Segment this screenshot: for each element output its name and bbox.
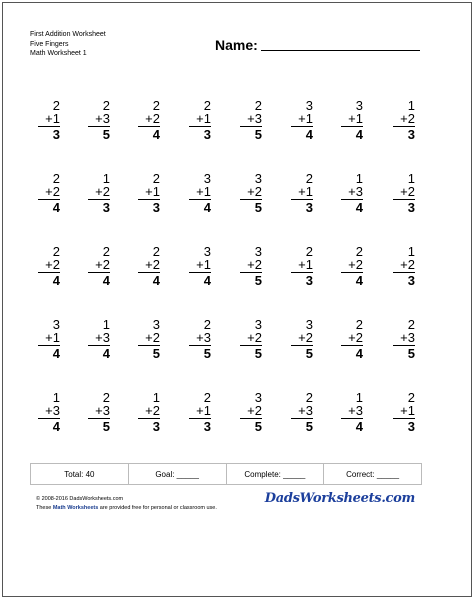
- worksheet-header: [30, 30, 106, 59]
- name-underline: [261, 50, 420, 51]
- addition-problem: [88, 245, 110, 287]
- worksheet-page: [2, 2, 472, 597]
- addend-1: 3: [305, 317, 313, 332]
- addend-2: +1: [189, 185, 211, 200]
- addition-problem: [88, 391, 110, 433]
- addend-1: 3: [254, 171, 262, 186]
- addend-1: 2: [203, 390, 211, 405]
- answer[interactable]: 4: [355, 273, 363, 288]
- goal-cell: Goal: _____: [129, 464, 227, 484]
- answer[interactable]: 3: [305, 273, 313, 288]
- addend-1: 3: [52, 317, 60, 332]
- addend-1: 2: [102, 98, 110, 113]
- addend-2: +1: [291, 185, 313, 200]
- addend-2: +3: [341, 404, 363, 419]
- addend-2: +1: [138, 185, 160, 200]
- answer[interactable]: 3: [152, 200, 160, 215]
- addend-1: 1: [407, 171, 415, 186]
- addition-problem: [341, 245, 363, 287]
- addend-2: +2: [393, 185, 415, 200]
- addend-2: +3: [240, 112, 262, 127]
- addend-2: +2: [341, 258, 363, 273]
- addend-1: 2: [102, 390, 110, 405]
- addition-problem: [38, 391, 60, 433]
- worksheet-title: First Addition Worksheet: [30, 31, 106, 38]
- addend-1: 3: [203, 244, 211, 259]
- answer[interactable]: 5: [407, 346, 415, 361]
- addend-2: +2: [393, 112, 415, 127]
- addition-problem: [240, 172, 262, 214]
- addition-problem: [189, 172, 211, 214]
- addition-problem: [240, 318, 262, 360]
- addend-2: +3: [88, 112, 110, 127]
- addend-1: 2: [152, 244, 160, 259]
- addend-1: 1: [407, 98, 415, 113]
- addend-1: 1: [355, 171, 363, 186]
- addend-1: 2: [52, 171, 60, 186]
- addend-2: +2: [38, 258, 60, 273]
- correct-cell: Correct: _____: [346, 469, 400, 479]
- addend-1: 2: [355, 317, 363, 332]
- answer[interactable]: 5: [254, 200, 262, 215]
- total-cell: Total: 40: [31, 464, 129, 484]
- addend-2: +3: [38, 404, 60, 419]
- addend-2: +2: [138, 258, 160, 273]
- addend-1: 3: [254, 390, 262, 405]
- answer[interactable]: 3: [305, 200, 313, 215]
- answer[interactable]: 5: [305, 419, 313, 434]
- addition-problem: [88, 99, 110, 141]
- addition-problem: [38, 172, 60, 214]
- name-label: Name:: [215, 37, 258, 53]
- addition-problem: [341, 391, 363, 433]
- addend-2: +1: [341, 112, 363, 127]
- addend-1: 2: [305, 171, 313, 186]
- addition-problem: [240, 99, 262, 141]
- answer[interactable]: 4: [355, 419, 363, 434]
- addition-problem: [291, 318, 313, 360]
- addition-problem: [291, 245, 313, 287]
- addend-1: 2: [102, 244, 110, 259]
- dadsworksheets-logo: DadsWorksheets.com: [264, 491, 415, 506]
- answer[interactable]: 3: [407, 127, 415, 142]
- addend-2: +2: [138, 112, 160, 127]
- addition-problem: [341, 99, 363, 141]
- addend-1: 3: [355, 98, 363, 113]
- answer[interactable]: 3: [407, 200, 415, 215]
- addend-2: +1: [291, 112, 313, 127]
- addition-problem: [88, 318, 110, 360]
- addition-problem: [138, 391, 160, 433]
- answer[interactable]: 3: [102, 200, 110, 215]
- addend-2: +2: [240, 185, 262, 200]
- answer[interactable]: 4: [52, 419, 60, 434]
- addition-problem: [189, 318, 211, 360]
- addition-problem: [393, 318, 415, 360]
- answer[interactable]: 4: [203, 273, 211, 288]
- addition-problem: [393, 172, 415, 214]
- addition-problem: [393, 245, 415, 287]
- answer[interactable]: 5: [305, 346, 313, 361]
- addition-problem: [189, 99, 211, 141]
- addend-2: +2: [240, 404, 262, 419]
- addend-2: +2: [38, 185, 60, 200]
- usage-note: [36, 504, 217, 513]
- addition-problem: [291, 391, 313, 433]
- addend-2: +2: [341, 331, 363, 346]
- answer[interactable]: 5: [203, 346, 211, 361]
- addend-1: 2: [52, 244, 60, 259]
- addend-2: +3: [291, 404, 313, 419]
- answer[interactable]: 4: [52, 200, 60, 215]
- addend-1: 2: [305, 244, 313, 259]
- math-worksheets-link[interactable]: Math Worksheets: [52, 505, 99, 511]
- addition-problem: [341, 172, 363, 214]
- addend-1: 1: [407, 244, 415, 259]
- addend-1: 2: [407, 317, 415, 332]
- addition-problem: [138, 318, 160, 360]
- addend-2: +2: [88, 185, 110, 200]
- addend-2: +2: [240, 258, 262, 273]
- addend-2: +2: [138, 331, 160, 346]
- addend-1: 2: [407, 390, 415, 405]
- addend-2: +3: [88, 331, 110, 346]
- answer[interactable]: 4: [355, 200, 363, 215]
- addend-1: 2: [152, 98, 160, 113]
- worksheet-subtitle: Five Fingers: [30, 40, 69, 48]
- answer[interactable]: 4: [355, 346, 363, 361]
- addition-problem: [189, 391, 211, 433]
- addend-2: +1: [189, 112, 211, 127]
- answer[interactable]: 5: [254, 127, 262, 142]
- addition-problem: [138, 245, 160, 287]
- addition-problem: [240, 245, 262, 287]
- addend-2: +3: [341, 185, 363, 200]
- addend-2: +1: [291, 258, 313, 273]
- answer[interactable]: 4: [52, 346, 60, 361]
- answer[interactable]: 4: [203, 200, 211, 215]
- answer[interactable]: 5: [102, 419, 110, 434]
- addend-2: +1: [189, 258, 211, 273]
- addition-problem: [240, 391, 262, 433]
- addition-problem: [291, 172, 313, 214]
- copyright: © 2008-2016 DadsWorksheets.com: [36, 496, 124, 502]
- answer[interactable]: 4: [102, 346, 110, 361]
- answer[interactable]: 3: [203, 127, 211, 142]
- addend-2: +2: [138, 404, 160, 419]
- addition-problem: [341, 318, 363, 360]
- addend-1: 2: [203, 98, 211, 113]
- addend-2: +3: [393, 331, 415, 346]
- addend-2: +2: [291, 331, 313, 346]
- addend-1: 3: [152, 317, 160, 332]
- addition-problem: [291, 99, 313, 141]
- addend-2: +1: [38, 331, 60, 346]
- addend-1: 2: [152, 171, 160, 186]
- addition-problem: [38, 99, 60, 141]
- addend-1: 1: [102, 317, 110, 332]
- answer[interactable]: 3: [203, 419, 211, 434]
- addition-problem: [38, 318, 60, 360]
- answer[interactable]: 4: [102, 273, 110, 288]
- addend-1: 3: [254, 317, 262, 332]
- addend-1: 2: [355, 244, 363, 259]
- answer[interactable]: 5: [254, 419, 262, 434]
- addend-2: +3: [88, 404, 110, 419]
- answer[interactable]: 4: [52, 273, 60, 288]
- addend-1: 2: [203, 317, 211, 332]
- answer[interactable]: 3: [407, 419, 415, 434]
- addition-problem: [138, 99, 160, 141]
- footer-text: [36, 495, 217, 513]
- answer[interactable]: 4: [152, 273, 160, 288]
- addition-problem: [189, 245, 211, 287]
- usage-suffix: are provided free for personal or classroom use.: [99, 505, 217, 511]
- answer[interactable]: 5: [254, 346, 262, 361]
- answer[interactable]: 5: [254, 273, 262, 288]
- answer[interactable]: 5: [102, 127, 110, 142]
- addition-problem: [88, 172, 110, 214]
- addend-2: +2: [240, 331, 262, 346]
- addend-2: +1: [38, 112, 60, 127]
- addend-2: +3: [189, 331, 211, 346]
- addend-1: 2: [305, 390, 313, 405]
- addend-2: +1: [189, 404, 211, 419]
- addend-2: +1: [393, 404, 415, 419]
- addition-problem: [138, 172, 160, 214]
- addition-problem: [393, 391, 415, 433]
- addend-2: +2: [393, 258, 415, 273]
- answer[interactable]: 5: [152, 346, 160, 361]
- addition-problem: [393, 99, 415, 141]
- answer[interactable]: 3: [407, 273, 415, 288]
- addend-1: 1: [355, 390, 363, 405]
- name-field[interactable]: [215, 38, 420, 54]
- answer[interactable]: 3: [52, 127, 60, 142]
- addend-1: 3: [305, 98, 313, 113]
- complete-cell: Complete: _____: [227, 464, 325, 484]
- answer[interactable]: 3: [152, 419, 160, 434]
- usage-prefix: These: [36, 505, 52, 511]
- addend-1: 3: [254, 244, 262, 259]
- answer[interactable]: 4: [355, 127, 363, 142]
- addend-1: 2: [254, 98, 262, 113]
- addend-2: +2: [88, 258, 110, 273]
- addend-1: 3: [203, 171, 211, 186]
- worksheet-number: Math Worksheet 1: [30, 50, 87, 57]
- addition-problem: [38, 245, 60, 287]
- answer[interactable]: 4: [305, 127, 313, 142]
- addend-1: 1: [102, 171, 110, 186]
- score-summary: [30, 463, 422, 485]
- addend-1: 2: [52, 98, 60, 113]
- addend-1: 1: [152, 390, 160, 405]
- addend-1: 1: [52, 390, 60, 405]
- answer[interactable]: 4: [152, 127, 160, 142]
